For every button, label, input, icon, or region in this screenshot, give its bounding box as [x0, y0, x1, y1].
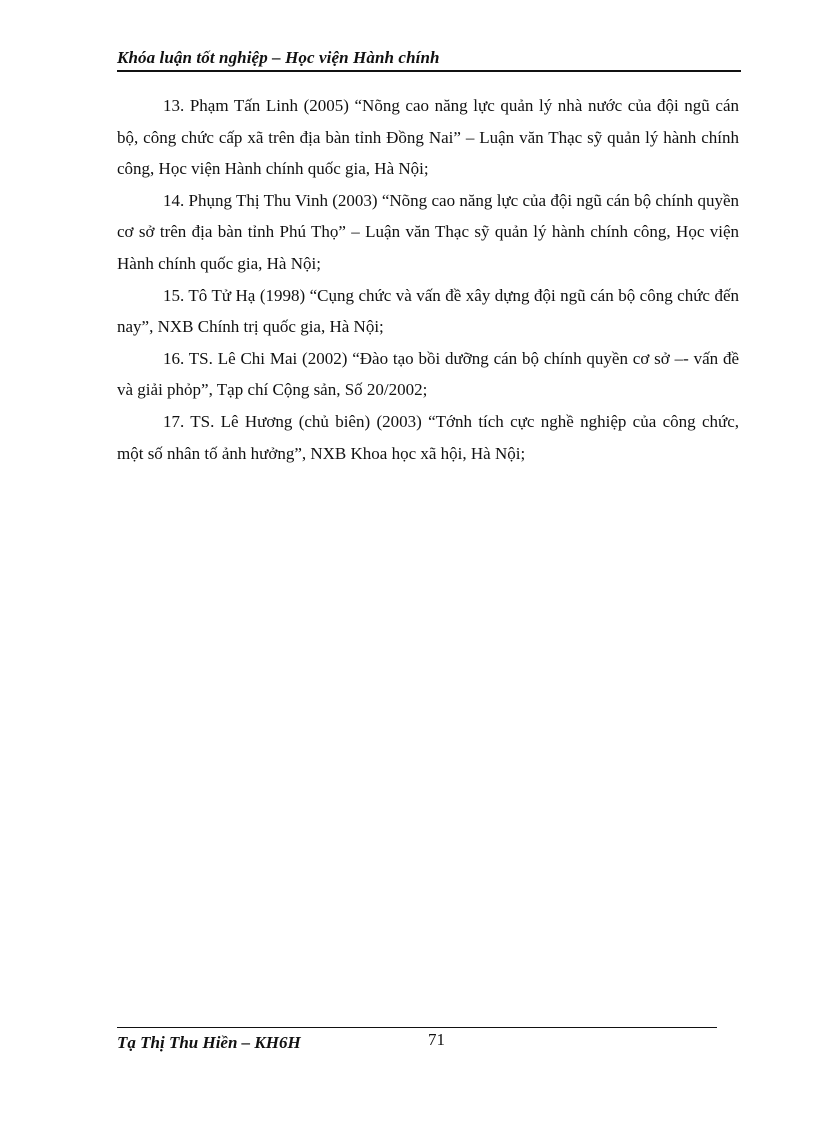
reference-item-15: 15. Tô Tử Hạ (1998) “Cụng chức và vấn đề xây dựng đội ngũ cán bộ công chức đến nay”, NXB Chính trị quốc gia, Hà Nội;	[117, 285, 739, 337]
page-footer	[117, 1027, 717, 1052]
page-header	[117, 48, 741, 72]
page-number: 71	[428, 1030, 445, 1049]
reference-item-14: 14. Phụng Thị Thu Vinh (2003) “Nõng cao năng lực của đội ngũ cán bộ chính quyền cơ sở trên địa bàn tỉnh Phú Thọ” – Luận văn Thạc sỹ quản lý hành chính công, Học viện Hành chính quốc gia, Hà Nội;	[117, 190, 739, 273]
reference-item-13: 13. Phạm Tấn Linh (2005) “Nõng cao năng lực quản lý nhà nước của đội ngũ cán bộ, công chức cấp xã trên địa bàn tỉnh Đồng Nai” – Luận văn Thạc sỹ quản lý hành chính công, Học viện Hành chính quốc gia, Hà Nội;	[117, 96, 739, 179]
header-title: Khóa luận tốt nghiệp – Học viện Hành chính	[117, 48, 440, 67]
footer-author: Tạ Thị Thu Hiền – KH6H	[117, 1033, 301, 1052]
reference-item-17: 17. TS. Lê Hương (chủ biên) (2003) “Tớnh tích cực nghề nghiệp của công chức, một số nhân tố ảnh hưởng”, NXB Khoa học xã hội, Hà Nội;	[117, 411, 739, 463]
reference-list	[117, 90, 739, 469]
reference-item-16: 16. TS. Lê Chi Mai (2002) “Đào tạo bồi dưỡng cán bộ chính quyền cơ sở –- vấn đề và giải phỏp”, Tạp chí Cộng sản, Số 20/2002;	[117, 348, 739, 400]
